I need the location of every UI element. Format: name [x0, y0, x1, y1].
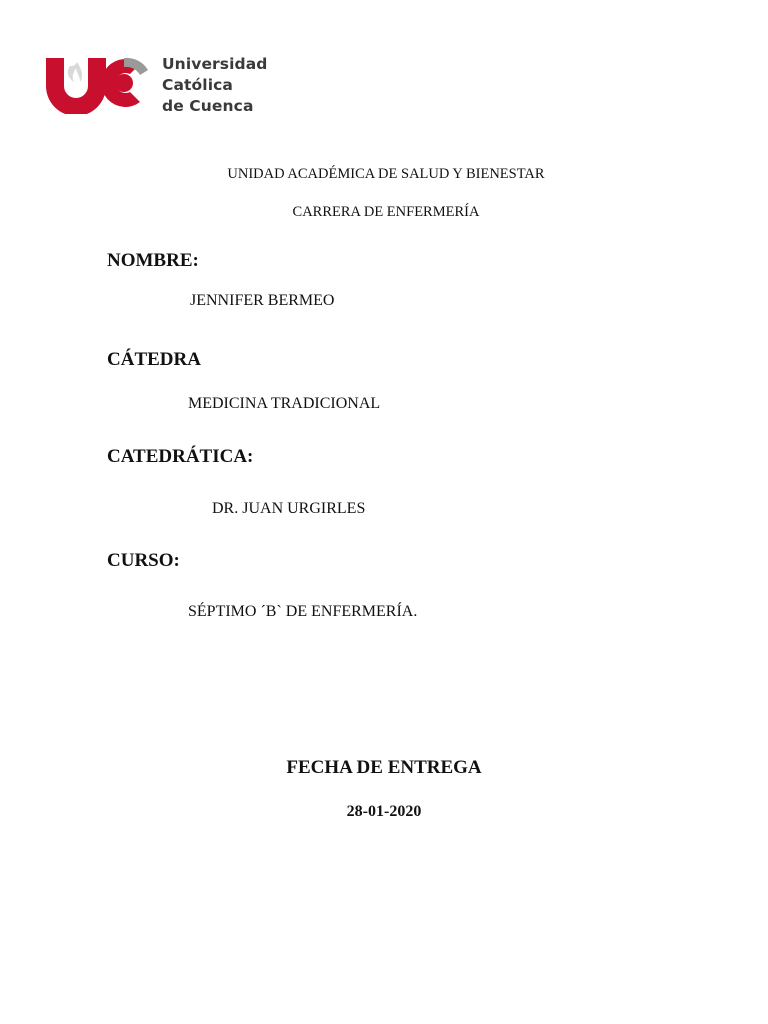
- curso-label: CURSO:: [107, 550, 180, 571]
- logo-line-1: Universidad: [162, 55, 268, 73]
- academic-unit: UNIDAD ACADÉMICA DE SALUD Y BIENESTAR: [227, 166, 545, 182]
- catedra-label: CÁTEDRA: [107, 349, 201, 370]
- career-name: CARRERA DE ENFERMERÍA: [292, 204, 480, 220]
- catedratica-label: CATEDRÁTICA:: [107, 446, 254, 467]
- nombre-value: JENNIFER BERMEO: [190, 292, 335, 309]
- uc-logo-icon: [44, 52, 156, 114]
- delivery-date: 28-01-2020: [346, 803, 422, 820]
- delivery-label: FECHA DE ENTREGA: [286, 757, 482, 778]
- curso-value: SÉPTIMO ´B` DE ENFERMERÍA.: [188, 603, 418, 620]
- nombre-label: NOMBRE:: [107, 250, 199, 271]
- catedratica-value: DR. JUAN URGIRLES: [212, 500, 366, 517]
- logo-wordmark: [162, 54, 267, 117]
- logo-line-2: Católica: [162, 76, 233, 94]
- logo-line-3: de Cuenca: [162, 97, 254, 115]
- catedra-value: MEDICINA TRADICIONAL: [188, 395, 381, 412]
- university-logo: [44, 52, 274, 114]
